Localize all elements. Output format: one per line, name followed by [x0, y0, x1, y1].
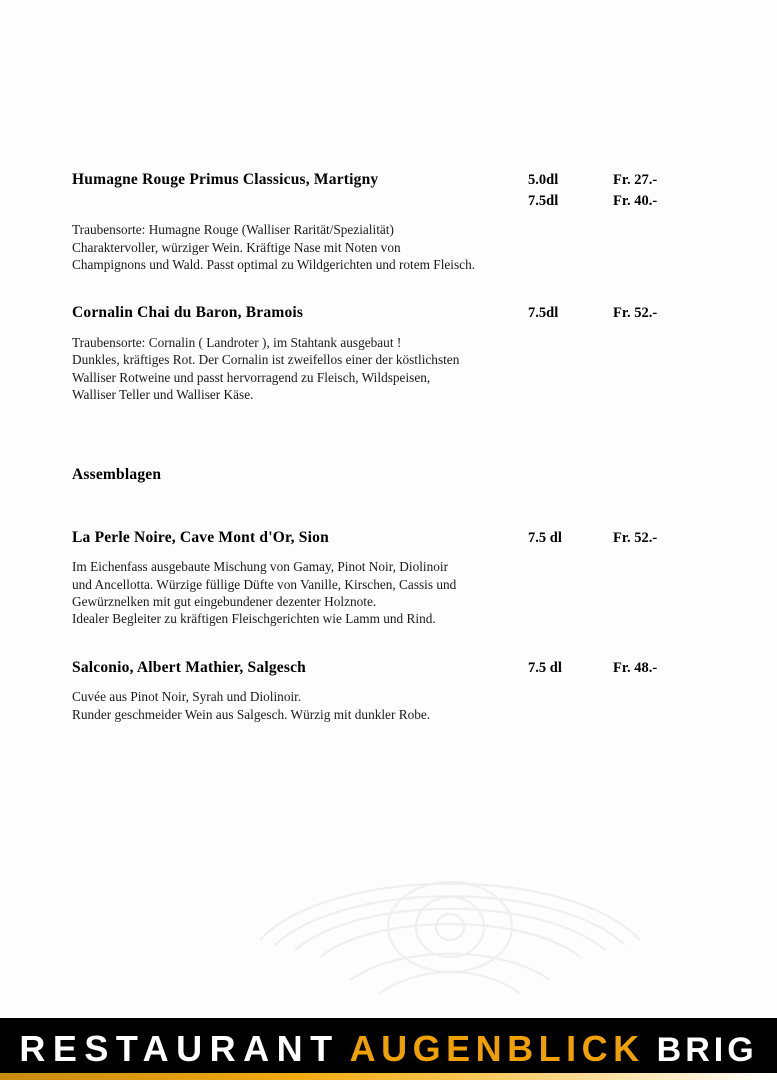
price-block	[528, 528, 712, 549]
price-row	[528, 528, 712, 549]
wine-description	[72, 688, 542, 723]
price-volume: 7.5 dl	[528, 529, 562, 546]
price-volume: 7.5dl	[528, 192, 559, 209]
menu-entry	[72, 170, 712, 273]
menu-entry	[72, 303, 712, 403]
description-line: Walliser Teller und Walliser Käse.	[72, 387, 254, 403]
wine-name: Cornalin Chai du Baron, Bramois	[72, 304, 304, 322]
wine-name: Humagne Rouge Primus Classicus, Martigny	[72, 171, 379, 188]
price-amount: Fr. 27.-	[613, 172, 658, 188]
spacer	[72, 484, 712, 528]
footer-word-restaurant: RESTAURANT	[19, 1028, 340, 1069]
description-line: Idealer Begleiter zu kräftigen Fleischgerichten wie Lamm und Rind.	[72, 611, 436, 627]
description-line: Runder geschmeider Wein aus Salgesch. Würzig mit dunkler Robe.	[72, 706, 431, 722]
spacer	[72, 273, 712, 303]
price-amount: Fr. 48.-	[613, 659, 658, 676]
footer-word-augenblick: AUGENBLICK	[349, 1028, 645, 1069]
description-line: Walliser Rotweine und passt hervorragend zu Fleisch, Wildspeisen,	[72, 369, 431, 385]
footer-brand-bar	[0, 1018, 777, 1080]
wine-description	[72, 558, 542, 628]
price-amount: Fr. 52.-	[613, 305, 658, 322]
price-row	[528, 170, 712, 191]
section-title: Assemblagen	[72, 465, 162, 483]
price-volume: 5.0dl	[528, 172, 559, 188]
price-row	[528, 303, 712, 324]
description-line: Traubensorte: Cornalin ( Landroter ), im Stahtank ausgebaut !	[72, 334, 402, 350]
price-volume: 7.5 dl	[528, 659, 562, 676]
menu-content	[72, 170, 712, 723]
description-line: Im Eichenfass ausgebaute Mischung von Gamay, Pinot Noir, Diolinoir	[72, 559, 449, 575]
price-row	[528, 191, 712, 212]
price-amount: Fr. 52.-	[613, 529, 658, 546]
description-line: Charaktervoller, würziger Wein. Kräftige Nase mit Noten von	[72, 239, 401, 255]
eye-watermark-icon	[250, 845, 650, 995]
footer-word-brig: BRIG	[656, 1031, 758, 1069]
wine-name: La Perle Noire, Cave Mont d'Or, Sion	[72, 528, 329, 546]
price-row	[528, 658, 712, 679]
spacer	[72, 628, 712, 658]
wine-name: Salconio, Albert Mathier, Salgesch	[72, 658, 306, 676]
description-line: Champignons und Wald. Passt optimal zu Wildgerichten und rotem Fleisch.	[72, 256, 476, 272]
price-block	[528, 170, 712, 211]
menu-entry	[72, 658, 712, 723]
menu-entry-header	[72, 658, 712, 679]
wine-description	[72, 221, 542, 273]
description-line: Cuvée aus Pinot Noir, Syrah und Diolinoir.	[72, 689, 302, 705]
menu-entry	[72, 528, 712, 628]
price-amount: Fr. 40.-	[613, 192, 658, 209]
menu-entry-header	[72, 170, 712, 211]
menu-entry-header	[72, 303, 712, 324]
menu-entry-header	[72, 528, 712, 549]
description-line: Dunkles, kräftiges Rot. Der Cornalin ist zweifellos einer der köstlichsten	[72, 352, 460, 368]
footer-accent-stripe	[0, 1073, 777, 1080]
price-volume: 7.5dl	[528, 305, 559, 322]
wine-description	[72, 334, 542, 404]
price-block	[528, 658, 712, 679]
price-block	[528, 303, 712, 324]
footer-logo	[19, 1028, 757, 1070]
description-line: Traubensorte: Humagne Rouge (Walliser Rarität/Spezialität)	[72, 222, 394, 238]
spacer	[72, 404, 712, 466]
description-line: Gewürznelken mit gut eingebundener dezenter Holznote.	[72, 593, 377, 609]
description-line: und Ancellotta. Würzige füllige Düfte von Vanille, Kirschen, Cassis und	[72, 576, 457, 592]
